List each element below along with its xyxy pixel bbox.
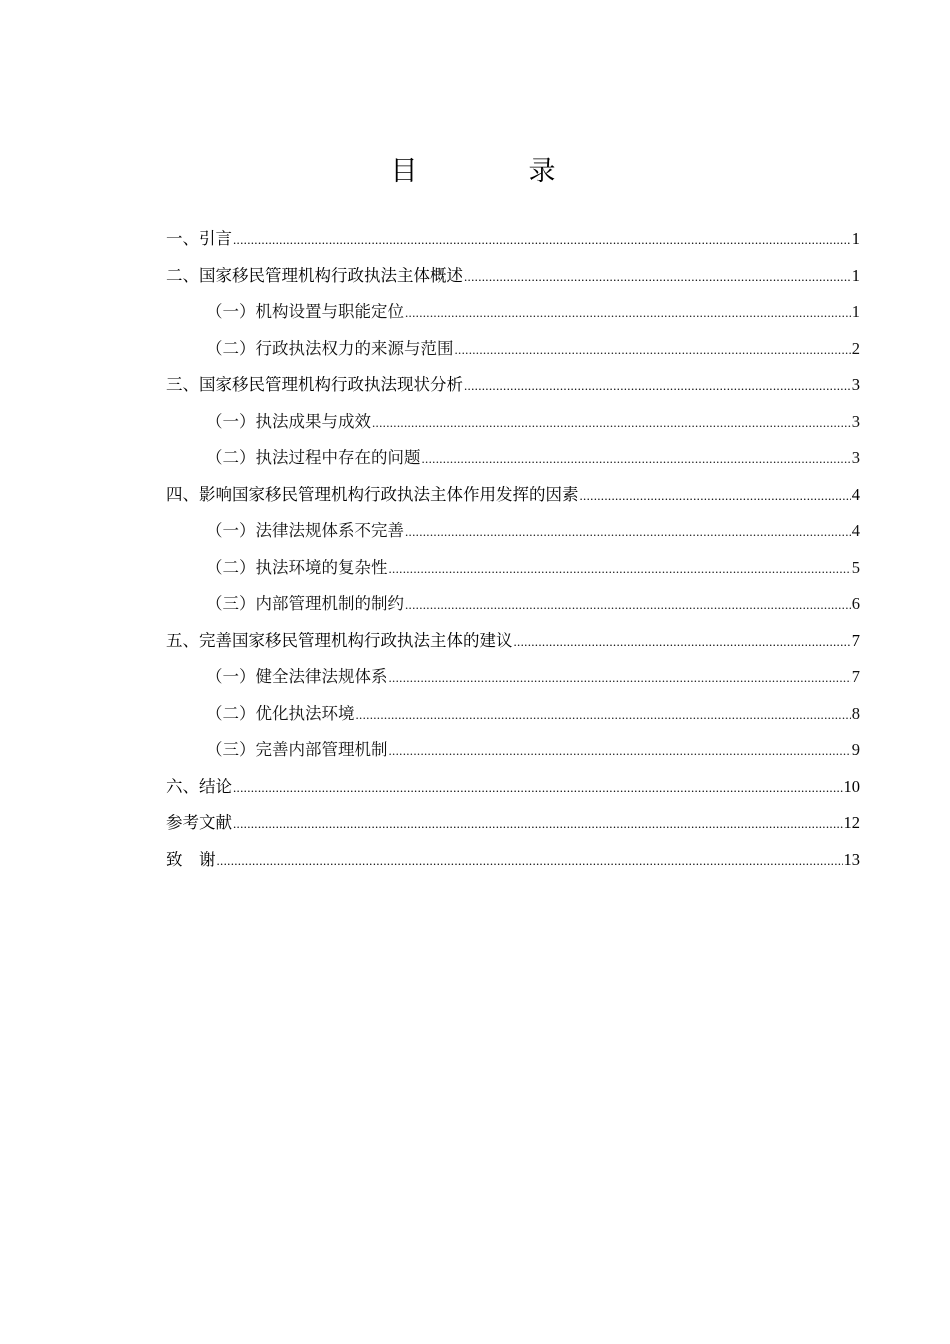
- toc-subentry[interactable]: [166, 404, 860, 441]
- toc-entry[interactable]: [166, 221, 860, 258]
- toc-subentry[interactable]: [166, 659, 860, 696]
- toc-dot-leader: [217, 843, 843, 879]
- toc-subentry[interactable]: [166, 732, 860, 769]
- toc-page-number: 1: [851, 302, 860, 321]
- toc-page-number: 9: [851, 740, 860, 759]
- toc-dot-leader: [233, 222, 851, 258]
- toc-entry-text: （三）完善内部管理机制: [206, 740, 388, 759]
- toc-dot-leader: [464, 368, 851, 404]
- toc-entry-text: 参考文献: [166, 813, 232, 832]
- toc-dot-leader: [580, 478, 851, 514]
- toc-entry-text: （三）内部管理机制的制约: [206, 594, 404, 613]
- toc-page-number: 6: [851, 594, 860, 613]
- toc-dot-leader: [514, 624, 851, 660]
- toc-dot-leader: [233, 806, 843, 842]
- toc-subentry[interactable]: [166, 331, 860, 368]
- toc-dot-leader: [233, 770, 843, 806]
- toc-entry-text: 四、影响国家移民管理机构行政执法主体作用发挥的因素: [166, 484, 579, 504]
- toc-entry[interactable]: [166, 367, 860, 404]
- toc-page-number: 4: [851, 521, 860, 540]
- toc-page-number: 1: [851, 229, 860, 248]
- toc-page-number: 8: [851, 703, 860, 723]
- toc-dot-leader: [405, 295, 851, 331]
- toc-dot-leader: [405, 514, 851, 550]
- toc-dot-leader: [389, 660, 851, 696]
- toc-page-number: 4: [851, 484, 860, 504]
- toc-page-number: 13: [843, 849, 860, 869]
- toc-entry-text: （二）行政执法权力的来源与范围: [206, 338, 454, 358]
- toc-dot-leader: [405, 587, 851, 623]
- toc-entry-text: 一、引言: [166, 229, 232, 248]
- toc-subentry[interactable]: [166, 696, 860, 733]
- toc-page-number: 7: [851, 630, 860, 650]
- toc-dot-leader: [372, 405, 851, 441]
- toc-entry[interactable]: [166, 258, 860, 295]
- toc-entry[interactable]: [166, 805, 860, 842]
- toc-entry-text: （一）执法成果与成效: [206, 411, 371, 431]
- toc-dot-leader: [356, 697, 851, 733]
- toc-page-number: 12: [843, 813, 860, 832]
- toc-page-number: 7: [851, 667, 860, 686]
- toc-subentry[interactable]: [166, 440, 860, 477]
- toc-entry[interactable]: [166, 623, 860, 660]
- toc-page-number: 2: [851, 338, 860, 358]
- toc-page-number: 10: [843, 776, 860, 796]
- toc-entry-text: 三、国家移民管理机构行政执法现状分析: [166, 375, 463, 394]
- toc-entry-text: 六、结论: [166, 776, 232, 796]
- toc-subentry[interactable]: [166, 294, 860, 331]
- toc-subentry[interactable]: [166, 513, 860, 550]
- toc-entry-text: （一）法律法规体系不完善: [206, 521, 404, 540]
- toc-page-number: 1: [851, 265, 860, 285]
- toc-page-number: 3: [851, 375, 860, 394]
- toc-page-number: 5: [851, 557, 860, 577]
- toc-page-number: 3: [851, 411, 860, 431]
- toc-entry-text: （二）优化执法环境: [206, 703, 355, 723]
- toc-entry[interactable]: [166, 769, 860, 806]
- toc-entry-text: （一）健全法律法规体系: [206, 667, 388, 686]
- toc-entry[interactable]: [166, 477, 860, 514]
- toc-dot-leader: [455, 332, 851, 368]
- toc-entry-text: 二、国家移民管理机构行政执法主体概述: [166, 265, 463, 285]
- toc-entry-text: （一）机构设置与职能定位: [206, 302, 404, 321]
- toc-subentry[interactable]: [166, 550, 860, 587]
- toc-entry-text: （二）执法环境的复杂性: [206, 557, 388, 577]
- toc-entry-text: 五、完善国家移民管理机构行政执法主体的建议: [166, 630, 513, 650]
- toc-entry[interactable]: [166, 842, 860, 879]
- toc-page-number: 3: [851, 448, 860, 467]
- toc-dot-leader: [389, 551, 851, 587]
- toc-subentry[interactable]: [166, 586, 860, 623]
- toc-dot-leader: [389, 733, 851, 769]
- toc-entry-text: （二）执法过程中存在的问题: [206, 448, 421, 467]
- toc-title: 目 录: [390, 156, 598, 187]
- table-of-contents: [166, 221, 860, 878]
- toc-entry-text: 致 谢: [166, 849, 216, 869]
- toc-dot-leader: [422, 441, 851, 477]
- toc-dot-leader: [464, 259, 851, 295]
